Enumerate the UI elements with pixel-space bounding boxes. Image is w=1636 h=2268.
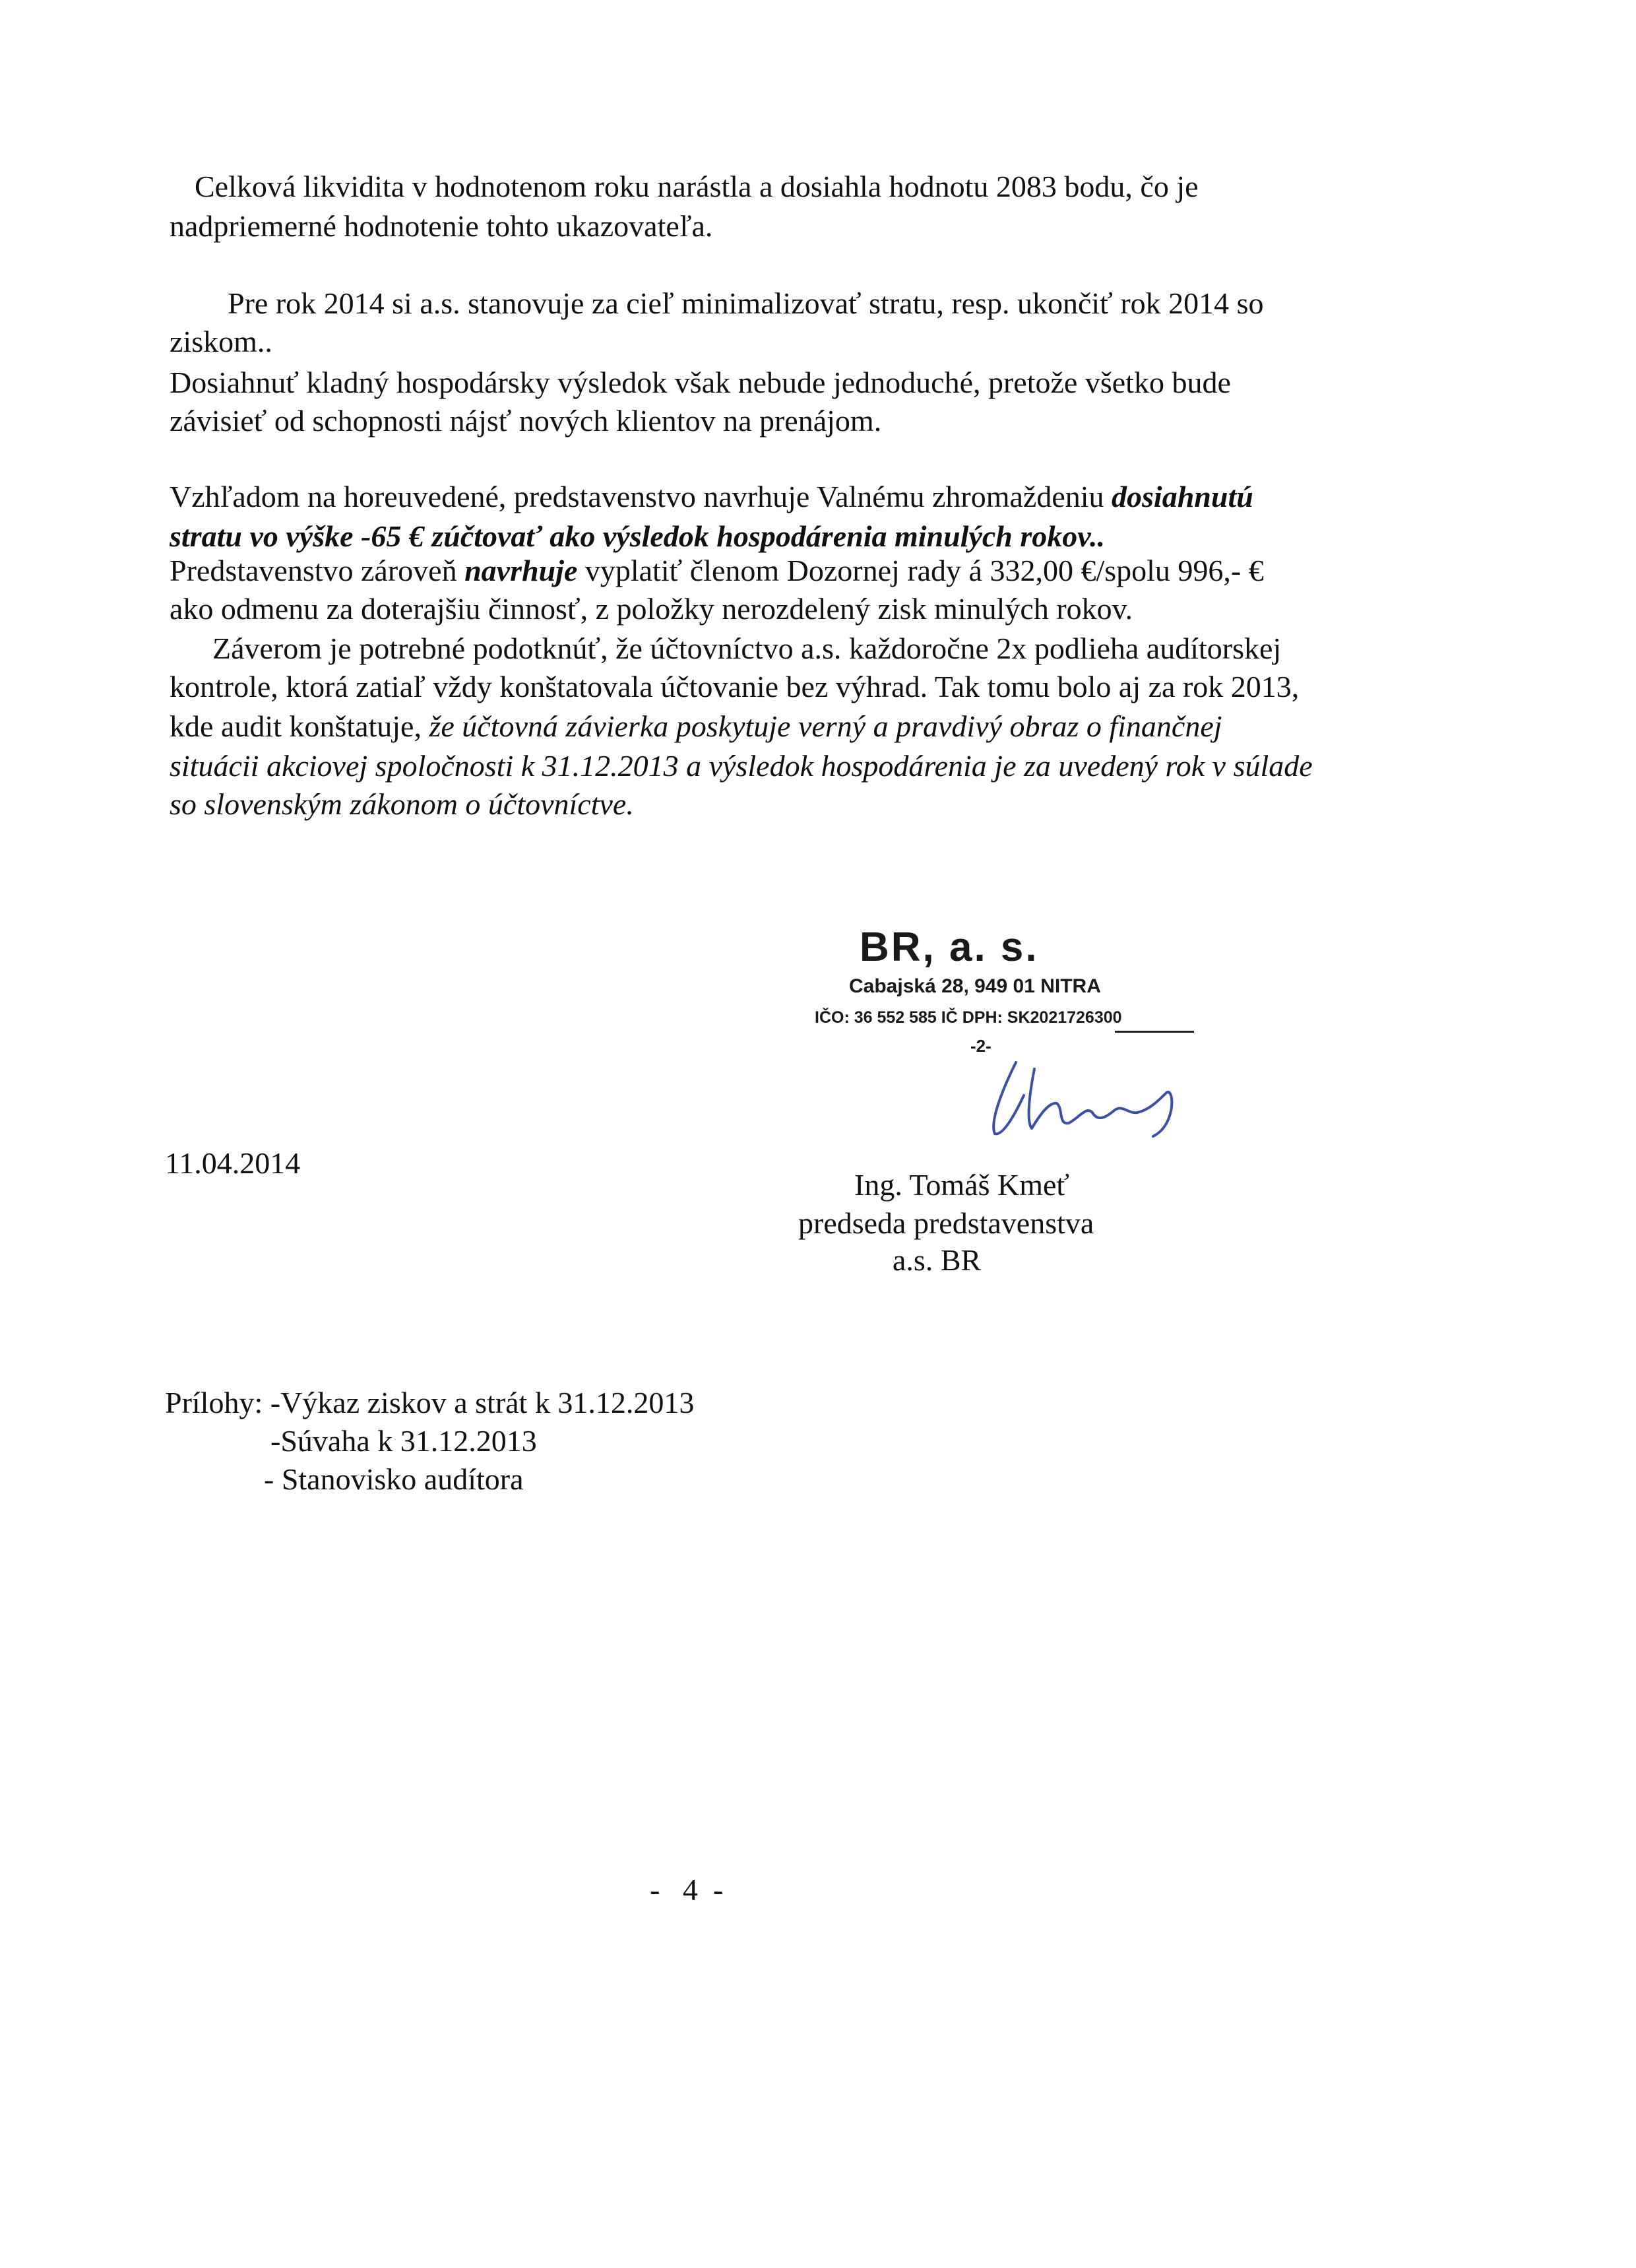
stamp-underline xyxy=(1115,1031,1194,1033)
paragraph-2-line-3: Dosiahnuť kladný hospodársky výsledok však nebude jednoduché, pretože všetko bude xyxy=(170,366,1231,399)
paragraph-3-line-1 xyxy=(170,478,1253,515)
attachment-item-3: - Stanovisko audítora xyxy=(264,1462,524,1496)
signatory-company: a.s. BR xyxy=(893,1243,982,1277)
stamp-address: Cabajská 28, 949 01 NITRA xyxy=(849,975,1101,997)
paragraph-3-line-1-emphasis: dosiahnutú xyxy=(1112,480,1253,513)
paragraph-4-line-3-italic: že účtovná závierka poskytuje verný a pravdivý obraz o finančnej xyxy=(429,709,1222,743)
signatory-title: predseda predstavenstva xyxy=(798,1206,1094,1240)
paragraph-4-line-5: so slovenským zákonom o účtovníctve. xyxy=(170,787,634,821)
paragraph-1-line-1: Celková likvidita v hodnotenom roku narástla a dosiahla hodnotu 2083 bodu, čo je xyxy=(195,170,1199,203)
paragraph-4-line-3-text: kde audit konštatuje, xyxy=(170,709,429,743)
attachments-label: Prílohy: xyxy=(165,1386,270,1419)
stamp-company-name: BR, a. s. xyxy=(860,924,1039,970)
paragraph-3-line-2: stratu vo výške -65 € zúčtovať ako výsledok hospodárenia minulých rokov.. xyxy=(170,519,1106,553)
paragraph-2-line-4: závisieť od schopnosti nájsť nových klientov na prenájom. xyxy=(170,404,882,437)
paragraph-2-line-1: Pre rok 2014 si a.s. stanovuje za cieľ minimalizovať stratu, resp. ukončiť rok 2014 so xyxy=(228,286,1264,320)
paragraph-3-line-3-start: Predstavenstvo zároveň xyxy=(170,554,465,587)
paragraph-3-line-3-end: vyplatiť členom Dozornej rady á 332,00 €/spolu 996,- € xyxy=(577,554,1264,587)
paragraph-3-line-3-emphasis: navrhuje xyxy=(464,554,578,587)
paragraph-4-line-2: kontrole, ktorá zatiaľ vždy konštatovala účtovanie bez výhrad. Tak tomu bolo aj za rok 2013, xyxy=(170,670,1300,703)
paragraph-3-line-1-text: Vzhľadom na horeuvedené, predstavenstvo navrhuje Valnému zhromaždeniu xyxy=(170,480,1112,513)
stamp-ids: IČO: 36 552 585 IČ DPH: SK2021726300 xyxy=(815,1008,1122,1027)
paragraph-2-line-2: ziskom.. xyxy=(170,325,272,358)
attachment-item-2: -Súvaha k 31.12.2013 xyxy=(270,1424,537,1458)
document-date: 11.04.2014 xyxy=(165,1146,301,1180)
paragraph-1-line-2: nadpriemerné hodnotenie tohto ukazovateľa. xyxy=(170,209,713,243)
page-number: - 4 - xyxy=(650,1873,724,1906)
paragraph-3-line-3 xyxy=(170,552,1264,589)
attachments-line-1 xyxy=(165,1384,694,1421)
signatory-name: Ing. Tomáš Kmeť xyxy=(854,1168,1070,1202)
stamp-number: -2- xyxy=(970,1036,991,1056)
handwritten-signature xyxy=(976,1049,1227,1148)
attachment-item-1: -Výkaz ziskov a strát k 31.12.2013 xyxy=(270,1386,695,1419)
paragraph-4-line-1: Záverom je potrebné podotknúť, že účtovníctvo a.s. každoročne 2x podlieha audítorskej xyxy=(212,632,1282,665)
paragraph-3-line-4: ako odmenu za doterajšiu činnosť, z položky nerozdelený zisk minulých rokov. xyxy=(170,592,1133,626)
paragraph-4-line-3 xyxy=(170,708,1222,745)
paragraph-4-line-4: situácii akciovej spoločnosti k 31.12.2013 a výsledok hospodárenia je za uvedený rok v súlade xyxy=(170,749,1313,783)
